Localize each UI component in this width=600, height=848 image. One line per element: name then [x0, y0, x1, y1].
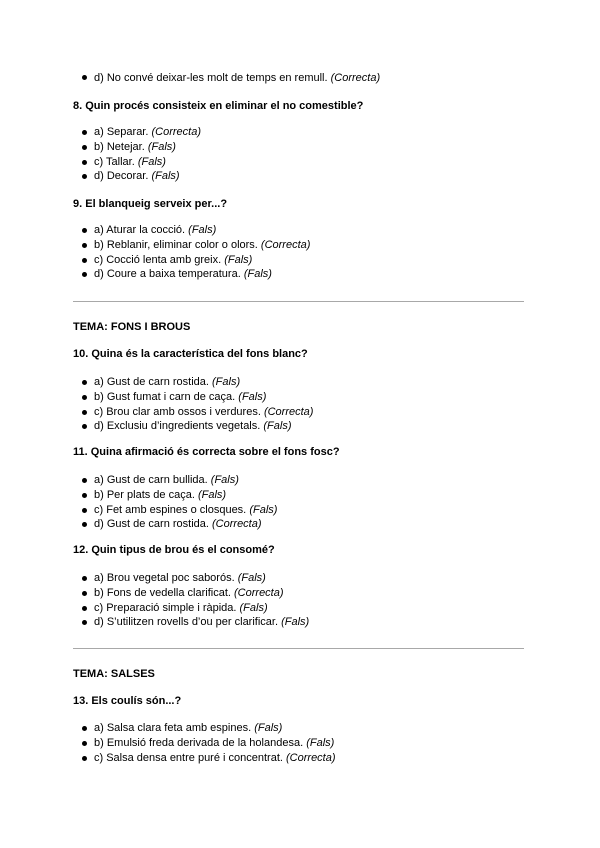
- bullet-icon: [82, 424, 87, 429]
- answer-tag: (Fals): [188, 224, 217, 236]
- answer-option: [94, 253, 252, 267]
- answer-option: [94, 169, 180, 183]
- answer-tag: (Correcta): [260, 239, 311, 251]
- option-text: b) Fons de vedella clarificat.: [94, 587, 231, 599]
- question-9: 9. El blanqueig serveix per...?: [73, 198, 228, 210]
- answer-tag: (Correcta): [263, 406, 314, 418]
- option-text: b) Per plats de caça.: [94, 489, 195, 501]
- bullet-icon: [82, 591, 87, 596]
- option-text: c) Tallar.: [94, 156, 135, 168]
- bullet-icon: [82, 576, 87, 581]
- bullet-icon: [82, 174, 87, 179]
- answer-tag: (Fals): [237, 572, 266, 584]
- option-text: c) Salsa densa entre puré i concentrat.: [94, 752, 283, 764]
- option-text: d) Decorar.: [94, 170, 149, 182]
- answer-tag: (Fals): [210, 474, 239, 486]
- answer-option: [94, 375, 240, 389]
- answer-tag: (Fals): [147, 141, 176, 153]
- option-text: c) Brou clar amb ossos i verdures.: [94, 406, 261, 418]
- question-13: 13. Els coulís són...?: [73, 695, 182, 707]
- bullet-icon: [82, 228, 87, 233]
- answer-option: [94, 601, 268, 615]
- question-8: 8. Quin procés consisteix en eliminar el no comestible?: [73, 100, 364, 112]
- question-11: 11. Quina afirmació és correcta sobre el fons fosc?: [73, 446, 340, 458]
- answer-tag: (Fals): [263, 420, 292, 432]
- bullet-icon: [82, 522, 87, 527]
- answer-tag: (Correcta): [212, 518, 262, 530]
- bullet-icon: [82, 75, 87, 80]
- option-text: c) Preparació simple i ràpida.: [94, 602, 237, 614]
- answer-option: [94, 223, 216, 237]
- option-text: d) S’utilitzen rovells d’ou per clarificar.: [94, 616, 279, 628]
- answer-option: [94, 390, 266, 404]
- answer-tag: (Fals): [254, 722, 283, 734]
- bullet-icon: [82, 160, 87, 165]
- answer-option: [94, 571, 266, 585]
- option-text: a) Brou vegetal poc saborós.: [94, 572, 235, 584]
- answer-option: [94, 488, 226, 502]
- answer-option: [94, 405, 313, 419]
- bullet-icon: [82, 145, 87, 150]
- answer-tag: (Correcta): [151, 126, 201, 138]
- answer-option: [94, 721, 282, 735]
- section-divider: [73, 648, 524, 649]
- answer-tag: (Correcta): [286, 752, 336, 764]
- answer-tag: (Fals): [137, 156, 166, 168]
- option-text: c) Fet amb espines o closques.: [94, 504, 247, 516]
- bullet-icon: [82, 741, 87, 746]
- bullet-icon: [82, 395, 87, 400]
- bullet-icon: [82, 756, 87, 761]
- option-text: d) Exclusiu d’ingredients vegetals.: [94, 420, 261, 432]
- option-text: c) Cocció lenta amb greix.: [94, 254, 222, 266]
- bullet-icon: [82, 478, 87, 483]
- option-text: a) Salsa clara feta amb espines.: [94, 722, 252, 734]
- option-text: a) Separar.: [94, 126, 149, 138]
- answer-tag: (Fals): [212, 376, 241, 388]
- option-text: a) Gust de carn rostida.: [94, 376, 209, 388]
- answer-option: [94, 586, 284, 600]
- answer-option: [94, 473, 239, 487]
- bullet-icon: [82, 410, 87, 415]
- answer-tag: (Fals): [151, 170, 180, 182]
- answer-option: [94, 125, 201, 139]
- answer-tag: (Fals): [249, 504, 278, 516]
- question-10: 10. Quina és la característica del fons blanc?: [73, 348, 308, 360]
- answer-option: [94, 615, 309, 629]
- answer-tag: (Correcta): [234, 587, 284, 599]
- bullet-icon: [82, 258, 87, 263]
- bullet-icon: [82, 726, 87, 731]
- option-text: d) Coure a baixa temperatura.: [94, 268, 241, 280]
- answer-option: [94, 751, 336, 765]
- answer-tag: (Fals): [243, 268, 272, 280]
- answer-tag: (Correcta): [330, 72, 381, 84]
- option-text: a) Gust de carn bullida.: [94, 474, 208, 486]
- option-text: b) Reblanir, eliminar color o olors.: [94, 239, 258, 251]
- option-text: b) Emulsió freda derivada de la holandesa.: [94, 737, 304, 749]
- answer-tag: (Fals): [197, 489, 227, 501]
- answer-option: [94, 736, 334, 750]
- topic-heading: TEMA: FONS I BROUS: [73, 321, 191, 333]
- answer-option: [94, 238, 310, 252]
- bullet-icon: [82, 130, 87, 135]
- question-12: 12. Quin tipus de brou és el consomé?: [73, 544, 275, 556]
- bullet-icon: [82, 606, 87, 611]
- answer-option: [94, 419, 291, 433]
- answer-option: [94, 140, 176, 154]
- topic-heading: TEMA: SALSES: [73, 668, 155, 680]
- bullet-icon: [82, 243, 87, 248]
- section-divider: [73, 301, 524, 302]
- bullet-icon: [82, 493, 87, 498]
- option-text: a) Aturar la cocció.: [94, 224, 186, 236]
- bullet-icon: [82, 380, 87, 385]
- answer-tag: (Fals): [238, 391, 267, 403]
- bullet-icon: [82, 508, 87, 513]
- option-text: b) Gust fumat i carn de caça.: [94, 391, 236, 403]
- answer-option: [94, 155, 166, 169]
- answer-option: [94, 71, 380, 85]
- option-text: d) Gust de carn rostida.: [94, 518, 209, 530]
- answer-option: [94, 517, 262, 531]
- option-text: b) Netejar.: [94, 141, 145, 153]
- answer-option: [94, 267, 272, 281]
- option-text: d) No convé deixar-les molt de temps en remull.: [94, 72, 328, 84]
- answer-tag: (Fals): [281, 616, 310, 628]
- answer-tag: (Fals): [306, 737, 335, 749]
- answer-tag: (Fals): [239, 602, 268, 614]
- bullet-icon: [82, 272, 87, 277]
- answer-tag: (Fals): [224, 254, 253, 266]
- answer-option: [94, 503, 277, 517]
- bullet-icon: [82, 620, 87, 625]
